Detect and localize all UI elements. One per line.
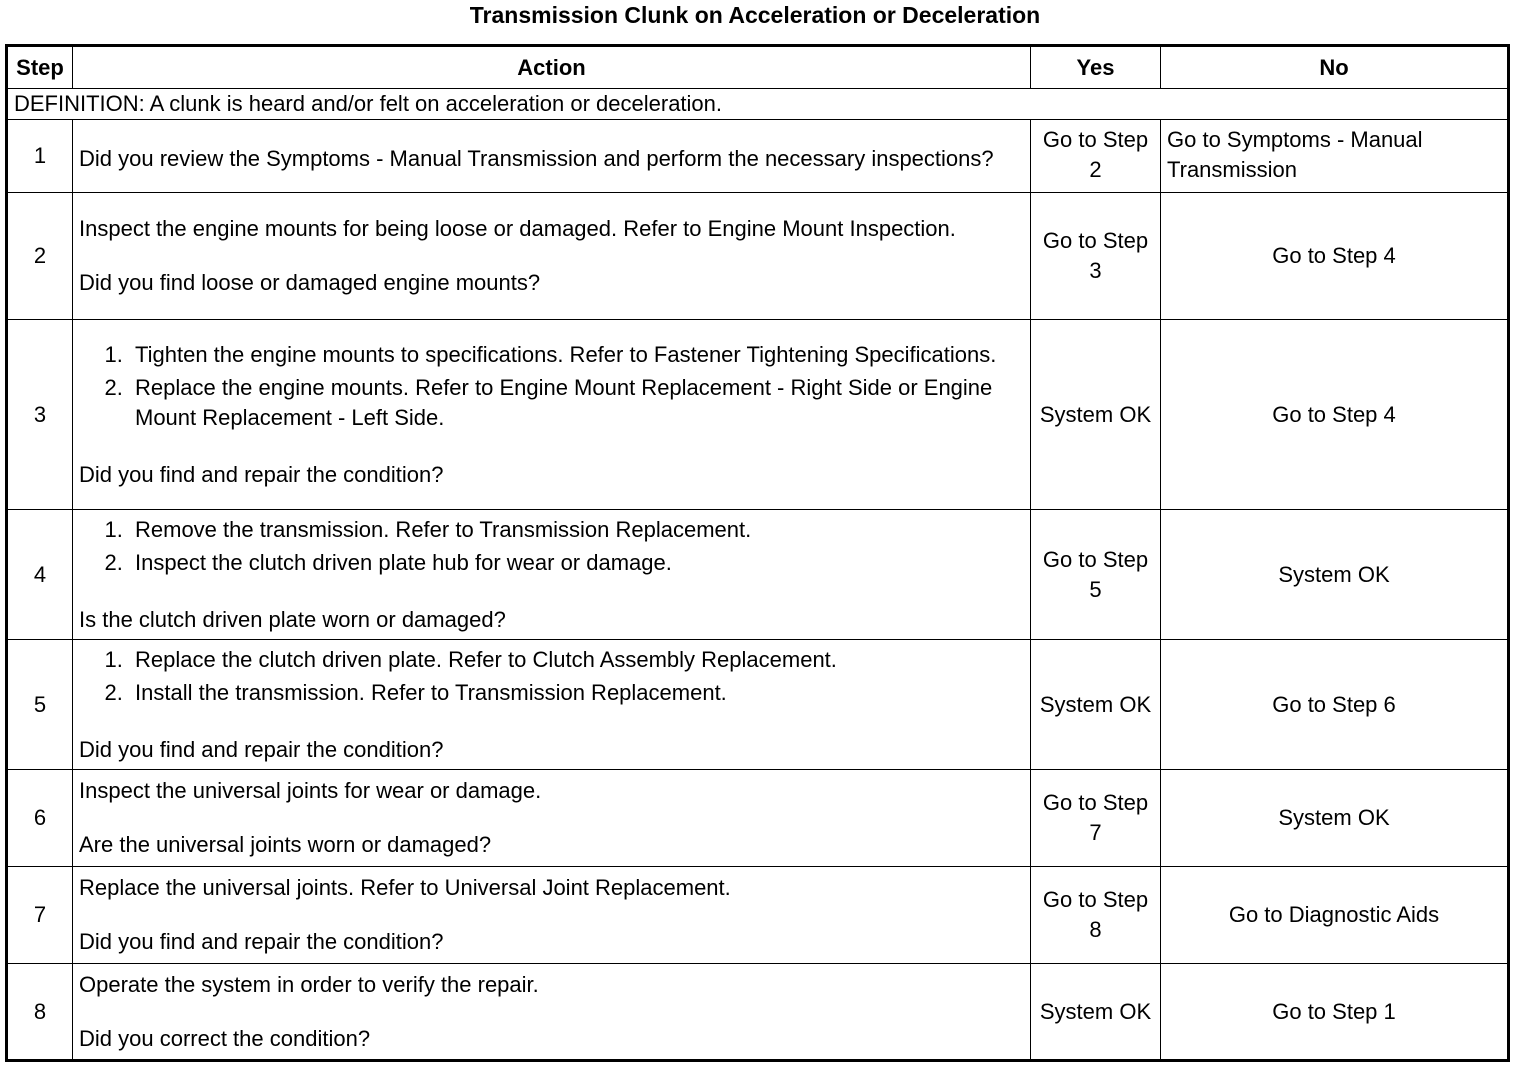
- no-cell: Go to Step 4: [1161, 193, 1509, 320]
- list-item: 2. Install the transmission. Refer to Transmission Replacement.: [129, 678, 1024, 708]
- table-row: [7, 964, 1509, 1061]
- table-row: [7, 510, 1509, 640]
- action-question: Are the universal joints worn or damaged?: [79, 832, 492, 857]
- header-step: Step: [7, 46, 73, 89]
- no-cell: Go to Diagnostic Aids: [1161, 867, 1509, 964]
- action-list: [79, 340, 1024, 433]
- step-number: 3: [7, 320, 73, 510]
- action-cell: [73, 640, 1031, 770]
- step-number: 4: [7, 510, 73, 640]
- action-question: Is the clutch driven plate worn or damaged?: [79, 606, 506, 632]
- action-text: Did you review the Symptoms - Manual Transmission and perform the necessary inspections?: [79, 145, 994, 171]
- action-question: Did you find and repair the condition?: [79, 929, 444, 954]
- action-question: Did you find and repair the condition?: [79, 736, 444, 762]
- diagnostic-table: [5, 44, 1510, 1062]
- step-number: 2: [7, 193, 73, 320]
- page-title: Transmission Clunk on Acceleration or Deceleration: [469, 2, 1041, 28]
- no-cell: System OK: [1161, 510, 1509, 640]
- list-item: 2. Replace the engine mounts. Refer to Engine Mount Replacement - Right Side or Engine Mount Replacement - Left Side.: [129, 373, 1024, 433]
- table-row: [7, 640, 1509, 770]
- step-number: 6: [7, 770, 73, 867]
- header-action: Action: [73, 46, 1031, 89]
- list-item: 2. Inspect the clutch driven plate hub for wear or damage.: [129, 548, 1024, 578]
- table-row: [7, 770, 1509, 867]
- no-cell: Go to Step 6: [1161, 640, 1509, 770]
- list-item: 1. Tighten the engine mounts to specifications. Refer to Fastener Tightening Specifications.: [129, 340, 1024, 370]
- table-row: [7, 867, 1509, 964]
- yes-cell: Go to Step 3: [1031, 193, 1161, 320]
- yes-cell: Go to Step 7: [1031, 770, 1161, 867]
- action-cell: [73, 193, 1031, 320]
- action-question: Did you find and repair the condition?: [79, 461, 444, 487]
- definition-row: [7, 89, 1509, 120]
- table-row: [7, 193, 1509, 320]
- header-no: No: [1161, 46, 1509, 89]
- action-cell: [73, 320, 1031, 510]
- action-text: Inspect the engine mounts for being loose or damaged. Refer to Engine Mount Inspection.: [79, 216, 956, 241]
- action-cell: [73, 120, 1031, 193]
- action-question: Did you find loose or damaged engine mounts?: [79, 270, 541, 295]
- step-number: 8: [7, 964, 73, 1061]
- yes-cell: System OK: [1031, 640, 1161, 770]
- yes-cell: Go to Step 8: [1031, 867, 1161, 964]
- no-cell: Go to Step 4: [1161, 320, 1509, 510]
- yes-cell: Go to Step 2: [1031, 120, 1161, 193]
- action-text: Operate the system in order to verify the repair.: [79, 971, 539, 997]
- definition-text: DEFINITION: A clunk is heard and/or felt on acceleration or deceleration.: [7, 89, 1509, 120]
- step-number: 7: [7, 867, 73, 964]
- action-cell: [73, 510, 1031, 640]
- list-item: 1. Replace the clutch driven plate. Refer to Clutch Assembly Replacement.: [129, 645, 1024, 675]
- table-row: [7, 320, 1509, 510]
- action-question: Did you correct the condition?: [79, 1025, 371, 1051]
- step-number: 5: [7, 640, 73, 770]
- action-list: [79, 515, 1024, 578]
- action-cell: [73, 867, 1031, 964]
- header-row: [7, 46, 1509, 89]
- action-list: [79, 645, 1024, 708]
- yes-cell: System OK: [1031, 964, 1161, 1061]
- action-cell: [73, 964, 1031, 1061]
- list-item: 1. Remove the transmission. Refer to Transmission Replacement.: [129, 515, 1024, 545]
- action-cell: [73, 770, 1031, 867]
- no-cell: Go to Step 1: [1161, 964, 1509, 1061]
- table-row: [7, 120, 1509, 193]
- no-cell: System OK: [1161, 770, 1509, 867]
- yes-cell: System OK: [1031, 320, 1161, 510]
- header-yes: Yes: [1031, 46, 1161, 89]
- no-cell: Go to Symptoms - Manual Transmission: [1161, 120, 1509, 193]
- action-text: Inspect the universal joints for wear or damage.: [79, 778, 542, 803]
- step-number: 1: [7, 120, 73, 193]
- action-text: Replace the universal joints. Refer to Universal Joint Replacement.: [79, 875, 731, 900]
- yes-cell: Go to Step 5: [1031, 510, 1161, 640]
